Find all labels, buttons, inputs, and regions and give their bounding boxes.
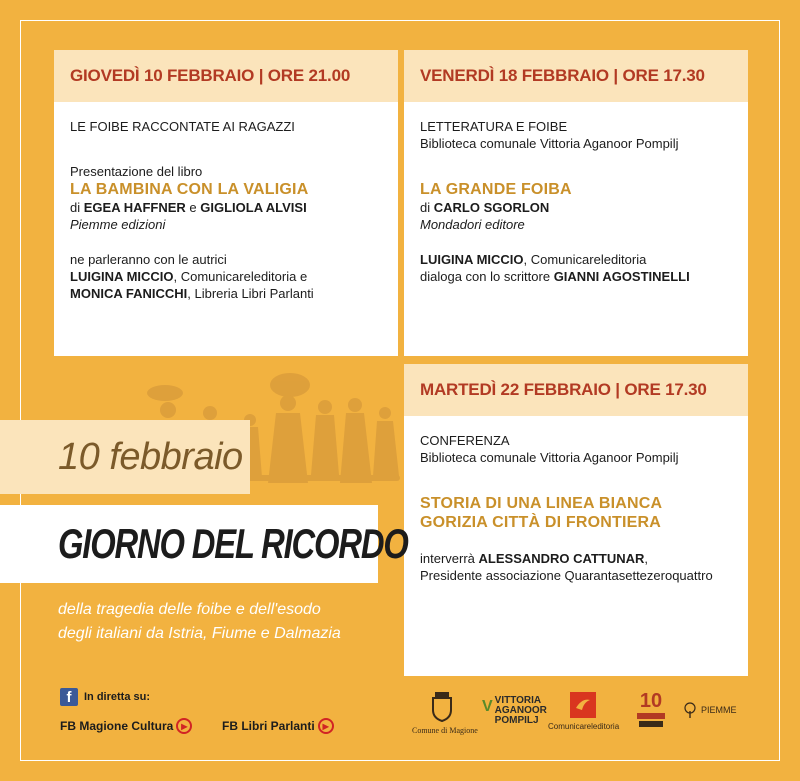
facebook-icon: f [60, 688, 78, 706]
event-3-header: MARTEDÌ 22 FEBBRAIO | ORE 17.30 [404, 364, 748, 416]
banner-title: GIORNO DEL RICORDO [0, 505, 378, 583]
book-stack-icon [637, 713, 665, 729]
comunicareleditoria-logo: Comunicareleditoria [548, 692, 618, 731]
event-card-2 [404, 50, 748, 356]
event-2-topic: LETTERATURA E FOIBE [420, 119, 568, 134]
event-1-header: GIOVEDÌ 10 FEBBRAIO | ORE 21.00 [54, 50, 398, 102]
event-1-speaker-1: LUIGINA MICCIO, Comunicareleditoria e [70, 269, 308, 284]
event-2-dialog: dialoga con lo scrittore GIANNI AGOSTINELLI [420, 269, 690, 284]
event-3-title-line-2: GORIZIA CITTÀ DI FRONTIERA [420, 514, 662, 531]
event-2-venue: Biblioteca comunale Vittoria Aganoor Pompilj [420, 136, 679, 151]
event-card-1 [54, 50, 398, 356]
event-3-role: Presidente associazione Quarantasettezeroquattro [420, 568, 713, 583]
event-card-3 [404, 364, 748, 676]
event-1-intro: Presentazione del libro [70, 164, 203, 179]
bird-icon [570, 692, 596, 718]
anniversary-logo: 10 [633, 690, 669, 731]
partner-logos [0, 690, 800, 750]
event-1-book-title: LA BAMBINA CON LA VALIGIA [70, 181, 309, 198]
event-3-type: CONFERENZA [420, 433, 510, 448]
biblioteca-vittoria-logo: V VITTORIA AGANOOR POMPILJ [482, 695, 547, 726]
crest-icon [431, 692, 453, 722]
event-3-title-line-1: STORIA DI UNA LINEA BIANCA [420, 495, 663, 512]
fb-libri-parlanti-link[interactable]: FB Libri Parlanti ▶ [222, 718, 334, 734]
event-2-publisher: Mondadori editore [420, 217, 525, 232]
play-icon: ▶ [318, 718, 334, 734]
author-egea: EGEA HAFFNER [83, 200, 186, 215]
event-1-topic: LE FOIBE RACCONTATE AI RAGAZZI [70, 119, 295, 134]
piemme-logo: PIEMME [682, 702, 752, 718]
banner-subtitle: della tragedia delle foibe e dell'esodo degli italiani da Istria, Fiume e Dalmazia [58, 601, 341, 642]
event-1-publisher: Piemme edizioni [70, 217, 166, 232]
live-stream-label: f In diretta su: [60, 688, 150, 706]
event-2-author: di CARLO SGORLON [420, 200, 550, 215]
play-icon: ▶ [176, 718, 192, 734]
tree-icon [682, 702, 698, 718]
event-2-header: VENERDÌ 18 FEBBRAIO | ORE 17.30 [404, 50, 748, 102]
event-1-authors: di EGEA HAFFNER e GIGLIOLA ALVISI [70, 200, 307, 215]
fb-magione-cultura-link[interactable]: FB Magione Cultura ▶ [60, 718, 192, 734]
event-2-speaker: LUIGINA MICCIO, Comunicareleditoria [420, 252, 647, 267]
banner-date: 10 febbraio [0, 420, 250, 494]
comune-magione-logo: Comune di Magione [412, 692, 472, 735]
event-2-book-title: LA GRANDE FOIBA [420, 181, 572, 198]
event-1-speaker-2: MONICA FANICCHI, Libreria Libri Parlanti [70, 286, 314, 301]
event-3-venue: Biblioteca comunale Vittoria Aganoor Pompilj [420, 450, 679, 465]
event-1-speakers-intro: ne parleranno con le autrici [70, 252, 227, 267]
event-3-speaker: interverrà ALESSANDRO CATTUNAR, [420, 551, 649, 566]
author-gigliola: GIGLIOLA ALVISI [200, 200, 307, 215]
